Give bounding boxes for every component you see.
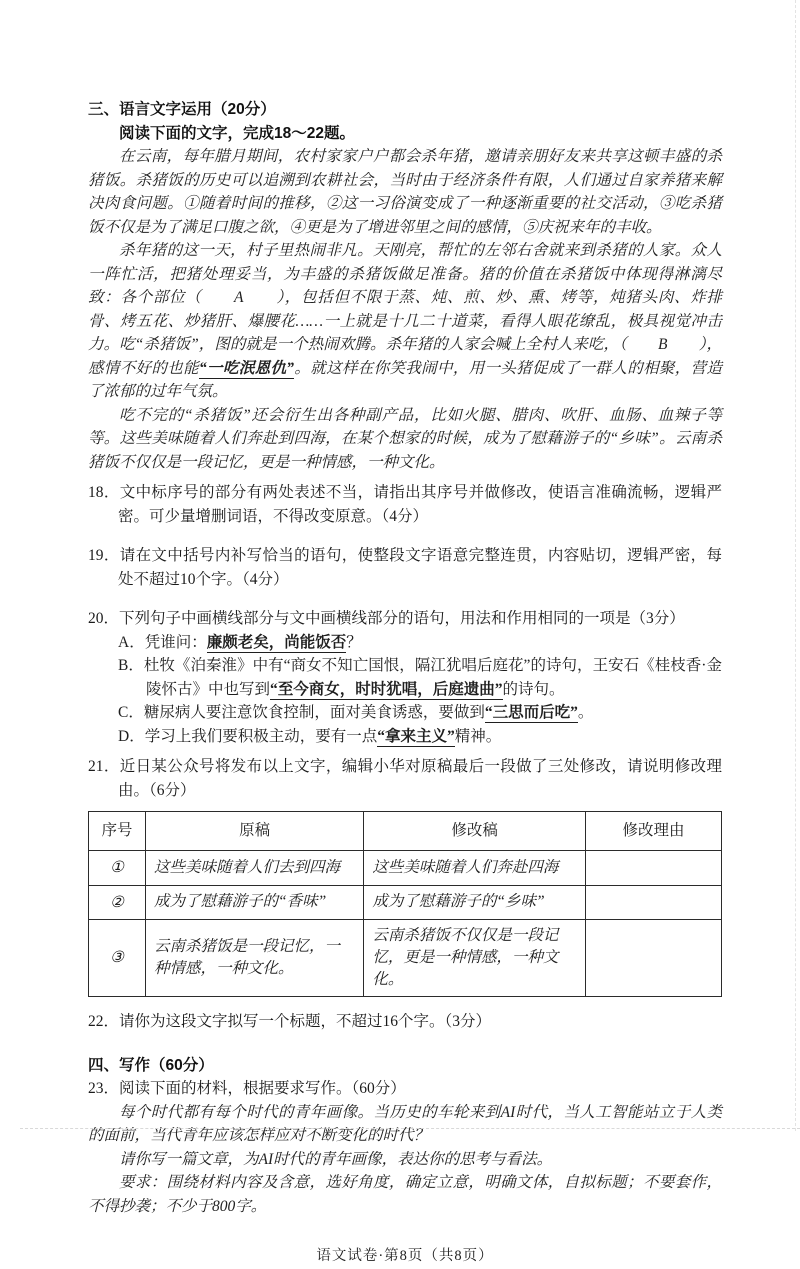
question-20-option-d: [88, 725, 722, 749]
row-2-revised: 成为了慰藉游子的“乡味”: [364, 885, 586, 920]
option-a-tail: ？: [346, 633, 362, 651]
option-d-text: 学习上我们要积极主动，要有一点: [144, 727, 378, 745]
table-row: [89, 920, 722, 997]
option-c-underline: “三思而后吃”: [484, 704, 578, 721]
row-3-revised: 云南杀猪饭不仅仅是一段记忆，更是一种情感，一种文化。: [364, 920, 586, 997]
passage-paragraph-2-tail: 。就这样在你笑我闹中，用一头猪促成了一群人的相聚，营造了浓郁的过年气氛。: [88, 359, 722, 400]
column-header-reason: 修改理由: [585, 812, 721, 851]
row-2-reason: [585, 885, 721, 920]
option-c-label: C．: [118, 704, 144, 721]
option-b-underline: “至今商女，时时犹唱，后庭遗曲”: [270, 680, 503, 698]
scan-artifact-right-edge: [795, 0, 796, 1131]
passage-paragraph-1: 在云南，每年腊月期间，农村家家户户都会杀年猪，邀请亲朋好友来共享这顿丰盛的杀猪饭。杀猪饭的历史可以追溯到农耕社会，当时由于经济条件有限，人们通过自家养猪来解决肉食问题。①随着时间的推移，②这一习俗演变成了一种逐渐重要的社交活动，③吃杀猪饭不仅是为了满足口腹之欲，④更是为了增进邻里之间的感情，⑤庆祝来年的丰收。: [88, 148, 722, 236]
row-3-reason: [585, 920, 721, 997]
writing-material-paragraph-1: 每个时代都有每个时代的青年画像。当历史的车轮来到AI时代，当人工智能站立于人类的面前，当代青年应该怎样应对不断变化的时代？: [88, 1103, 722, 1144]
revision-table-header-row: [89, 812, 722, 851]
row-1-revised: 这些美味随着人们奔赴四海: [364, 851, 586, 886]
question-19-number: 19．: [88, 547, 120, 564]
question-18-text: 文中标序号的部分有两处表述不当，请指出其序号并做修改，使语言准确流畅，逻辑严密。可少量增删词语，不得改变原意。（4分）: [118, 484, 722, 525]
option-a-label: A．: [118, 633, 145, 651]
question-20-option-c: [88, 701, 722, 725]
column-header-revised: 修改稿: [364, 812, 586, 851]
question-18-number: 18．: [88, 484, 120, 501]
row-3-no: ③: [89, 920, 146, 997]
table-row: [89, 851, 722, 886]
row-3-original: 云南杀猪饭是一段记忆，一种情感，一种文化。: [145, 920, 363, 997]
question-22-text: 请你为这段文字拟写一个标题，不超过16个字。（3分）: [119, 1013, 492, 1030]
question-21-text: 近日某公众号将发布以上文字，编辑小华对原稿最后一段做了三处修改，请说明修改理由。（6分）: [118, 758, 722, 799]
option-c-tail: 。: [577, 704, 594, 721]
table-row: [89, 885, 722, 920]
column-header-original: 原稿: [145, 812, 363, 851]
question-21-number: 21．: [88, 758, 120, 775]
section-three-heading: 三、语言文字运用（20分）: [88, 101, 276, 118]
option-c-text: 糖尿病人要注意饮食控制，面对美食诱惑，要做到: [143, 704, 485, 721]
row-1-no: ①: [89, 851, 146, 886]
question-18: [88, 481, 722, 528]
option-d-label: D．: [118, 727, 145, 745]
question-20-option-a: [88, 631, 722, 655]
question-20: [88, 607, 722, 631]
question-19: [88, 544, 722, 591]
question-20-number: 20．: [88, 610, 120, 627]
option-a-text: 凭谁问：: [144, 633, 207, 651]
passage-paragraph-2-text: 杀年猪的这一天，村子里热闹非凡。天刚亮，帮忙的左邻右舍就来到杀猪的人家。众人一阵忙活，把猪处理妥当，为丰盛的杀猪饭做足准备。猪的价值在杀猪饭中体现得淋漓尽致：各个部位（ A ），包括但不限于蒸、炖、煎、炒、熏、烤等，炖猪头肉、炸排骨、烤五花、炒猪肝、爆腰花……一上就是十几二十道菜，看得人眼花缭乱，极具视觉冲击力。吃“杀猪饭”，图的就是一个热闹欢腾。杀年猪的人家会喊上全村人来吃，（ B ），感情不好的也能: [88, 242, 722, 377]
writing-material-paragraph-2: 请你写一篇文章，为AI时代的青年画像，表达你的思考与看法。: [119, 1150, 553, 1168]
question-20-option-b: [88, 654, 722, 701]
option-b-label: B．: [118, 657, 144, 674]
question-23-text: 阅读下面的材料，根据要求写作。（60分）: [119, 1080, 406, 1097]
question-21: [88, 755, 722, 802]
option-d-tail: 精神。: [454, 727, 502, 745]
option-a-underline: 廉颇老矣，尚能饭否: [206, 633, 347, 651]
writing-requirements: 要求：围绕材料内容及含意，选好角度，确定立意，明确文体，自拟标题；不要套作，不得抄袭；不少于800字。: [88, 1174, 722, 1215]
revision-table: [88, 811, 722, 997]
reading-instruction: 阅读下面的文字，完成18～22题。: [119, 124, 355, 142]
option-d-underline: “拿来主义”: [377, 727, 455, 745]
row-1-reason: [585, 851, 721, 886]
row-2-no: ②: [89, 885, 146, 920]
question-23: [88, 1077, 722, 1101]
page-footer: 语文试卷·第8页（共8页）: [316, 1248, 494, 1264]
question-22: [88, 1010, 722, 1034]
question-22-number: 22．: [88, 1013, 120, 1030]
underlined-phrase-passage: “一吃泯恩仇”: [198, 359, 295, 377]
option-b-tail: 的诗句。: [502, 680, 565, 698]
row-1-original: 这些美味随着人们去到四海: [145, 851, 363, 886]
question-23-number: 23．: [88, 1080, 120, 1097]
passage-paragraph-3: 吃不完的“杀猪饭”还会衍生出各种副产品，比如火腿、腊肉、吹肝、血肠、血辣子等等。这些美味随着人们奔赴到四海，在某个想家的时候，成为了慰藉游子的“乡味”。云南杀猪饭不仅仅是一段记忆，更是一种情感，一种文化。: [88, 406, 722, 471]
scan-artifact-bottom-edge: [20, 1128, 800, 1129]
passage-paragraph-2: [88, 239, 722, 404]
row-2-original: 成为了慰藉游子的“香味”: [145, 885, 363, 920]
column-header-no: 序号: [89, 812, 146, 851]
option-b-text: 杜牧《泊秦淮》中有“商女不知亡国恨，隔江犹唱后庭花”的诗句，王安石《桂枝香·金陵怀古》中也写到: [143, 657, 722, 698]
section-four-heading: 四、写作（60分）: [88, 1056, 214, 1074]
question-20-text: 下列句子中画横线部分与文中画横线部分的语句，用法和作用相同的一项是（3分）: [119, 610, 685, 627]
question-19-text: 请在文中括号内补写恰当的语句，使整段文字语意完整连贯，内容贴切，逻辑严密，每处不超过10个字。（4分）: [118, 547, 722, 588]
